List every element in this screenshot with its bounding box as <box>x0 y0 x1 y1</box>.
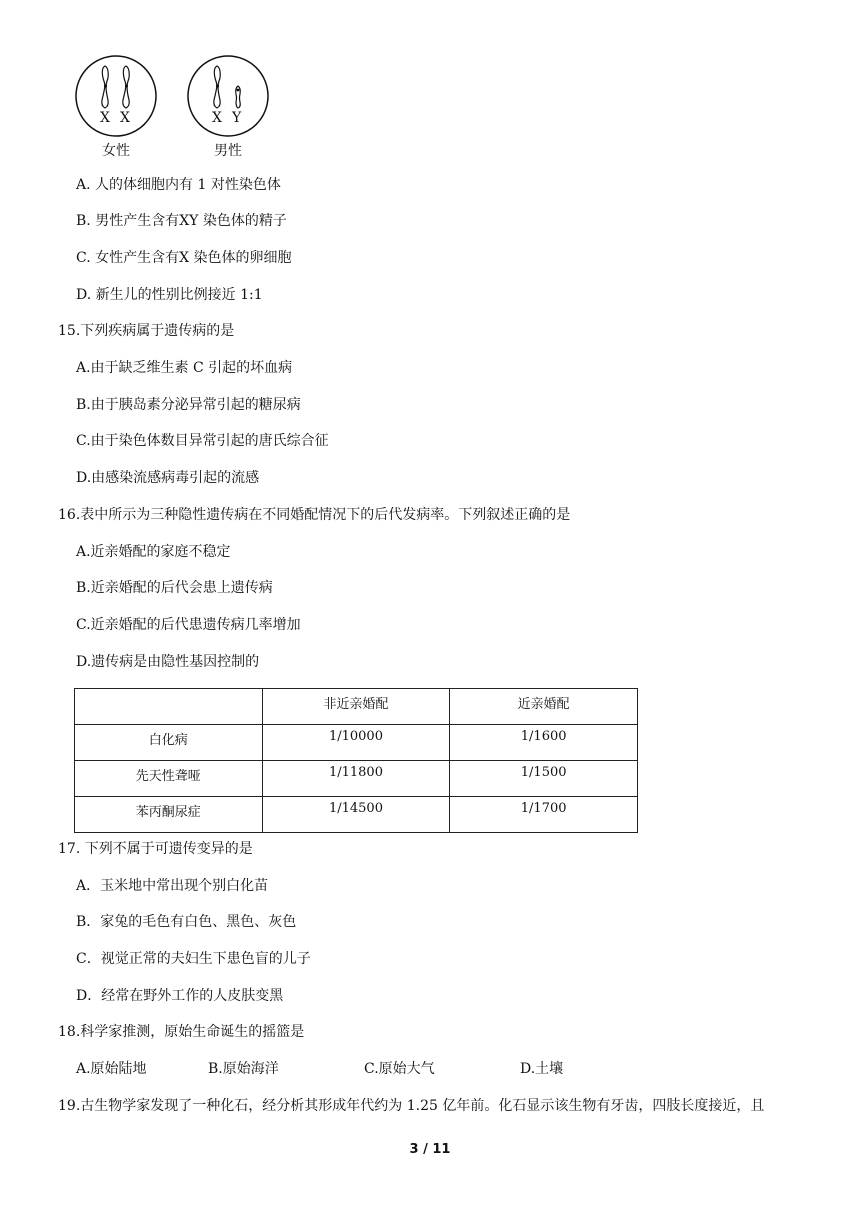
female-chrom-label-2: X <box>120 110 130 126</box>
q18-option-d: D.土壤 <box>520 1061 564 1077</box>
table-row <box>75 797 638 833</box>
table-cell: 白化病 <box>75 725 263 761</box>
q17-option-b: B．家兔的毛色有白色、黑色、灰色 <box>76 914 297 930</box>
q14-option-d: D. 新生儿的性别比例接近 1:1 <box>76 287 263 303</box>
q15-option-c: C.由于染色体数目异常引起的唐氏综合征 <box>76 433 329 449</box>
table-header-row <box>75 689 638 725</box>
q16-stem: 16.表中所示为三种隐性遗传病在不同婚配情况下的后代发病率。下列叙述正确的是 <box>58 507 571 523</box>
male-chrom-label-2: Y <box>232 110 242 126</box>
q15-option-d: D.由感染流感病毒引起的流感 <box>76 470 260 486</box>
table-cell: 苯丙酮尿症 <box>75 797 263 833</box>
q14-option-b: B. 男性产生含有XY 染色体的精子 <box>76 213 287 229</box>
male-cell-diagram <box>186 54 270 138</box>
table-cell: 1/14500 <box>262 797 450 833</box>
q16-option-d: D.遗传病是由隐性基因控制的 <box>76 654 260 670</box>
disease-incidence-table <box>74 688 638 833</box>
table-header-cell: 近亲婚配 <box>450 689 638 725</box>
female-chrom-label-1: X <box>100 110 110 126</box>
page-number: 3 / 11 <box>409 1142 451 1157</box>
table-cell: 1/1500 <box>450 761 638 797</box>
table-row <box>75 725 638 761</box>
q17-option-c: C．视觉正常的夫妇生下患色盲的儿子 <box>76 951 311 967</box>
q17-stem: 17. 下列不属于可遗传变异的是 <box>58 841 253 857</box>
male-caption: 男性 <box>214 143 242 159</box>
male-chrom-label-1: X <box>212 110 222 126</box>
table-cell: 1/10000 <box>262 725 450 761</box>
q18-option-a: A.原始陆地 <box>76 1061 147 1077</box>
female-cell-diagram <box>74 54 158 138</box>
table-cell: 先天性聋哑 <box>75 761 263 797</box>
table-cell: 1/1600 <box>450 725 638 761</box>
q14-option-a: A. 人的体细胞内有 1 对性染色体 <box>76 177 281 193</box>
q19-stem: 19.古生物学家发现了一种化石，经分析其形成年代约为 1.25 亿年前。化石显示该生物有牙齿，四肢长度接近，且 <box>58 1098 765 1114</box>
table-header-cell: 非近亲婚配 <box>262 689 450 725</box>
q17-option-a: A．玉米地中常出现个别白化苗 <box>76 878 269 894</box>
q18-stem: 18.科学家推测，原始生命诞生的摇篮是 <box>58 1024 305 1040</box>
q18-option-c: C.原始大气 <box>364 1061 435 1077</box>
q16-option-a: A.近亲婚配的家庭不稳定 <box>76 544 231 560</box>
female-caption: 女性 <box>102 143 130 159</box>
q15-option-b: B.由于胰岛素分泌异常引起的糖尿病 <box>76 397 301 413</box>
q17-option-d: D．经常在野外工作的人皮肤变黑 <box>76 988 284 1004</box>
q15-stem: 15.下列疾病属于遗传病的是 <box>58 323 235 339</box>
table-cell: 1/11800 <box>262 761 450 797</box>
q14-option-c: C. 女性产生含有X 染色体的卵细胞 <box>76 250 292 266</box>
q16-option-c: C.近亲婚配的后代患遗传病几率增加 <box>76 617 301 633</box>
table-cell: 1/1700 <box>450 797 638 833</box>
table-row <box>75 761 638 797</box>
q18-option-b: B.原始海洋 <box>208 1061 279 1077</box>
table-header-cell <box>75 689 263 725</box>
q15-option-a: A.由于缺乏维生素 C 引起的坏血病 <box>76 360 293 376</box>
q16-option-b: B.近亲婚配的后代会患上遗传病 <box>76 580 273 596</box>
